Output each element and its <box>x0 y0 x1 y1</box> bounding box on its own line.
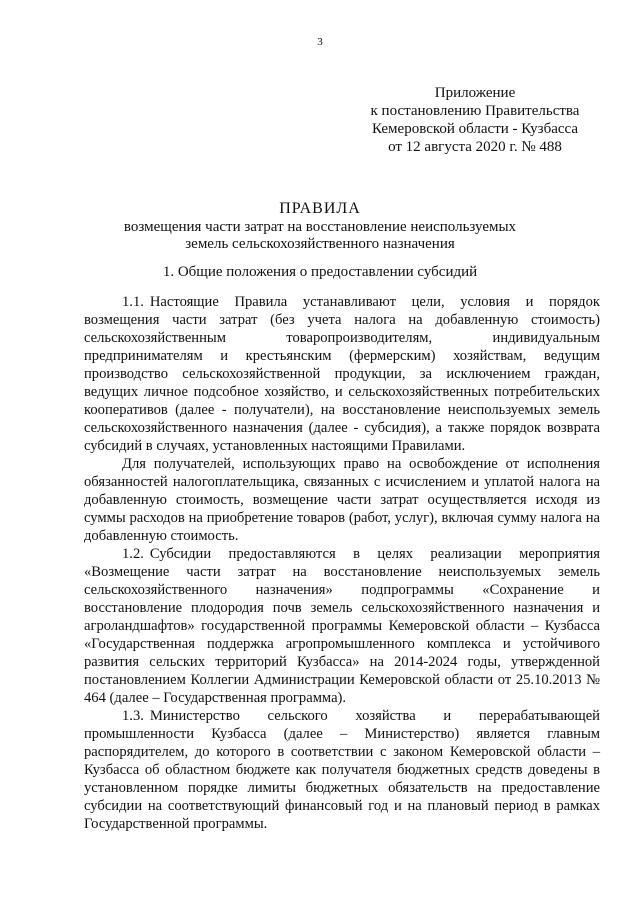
paragraph-text: Субсидии предоставляются в целях реализации мероприятия «Возмещение части затрат на восстановление неиспользуемых земель сельскохозяйственного назначения» подпрограммы «Сохранение и восстановление плодородия почв земель сельскохозяйственного назначения и агроландшафтов» государственной программы Кемеровской области – Кузбасса «Государственная поддержка агропромышленного комплекса и устойчивого развития сельских территорий Кузбасса» на 2014-2024 годы, утвержденной постановлением Коллегии Администрации Кемеровской области от 25.10.2013 № 464 (далее – Государственная программа). <box>84 546 600 706</box>
appendix-line: к постановлению Правительства <box>370 103 580 119</box>
section-heading: 1. Общие положения о предоставлении субсидий <box>162 264 478 280</box>
appendix-line: Приложение <box>434 85 516 101</box>
appendix-block <box>340 84 610 156</box>
paragraph-1-2 <box>84 545 600 707</box>
paragraph-1-3 <box>84 707 600 833</box>
appendix-line: Кемеровской области - Кузбасса <box>371 121 579 137</box>
paragraph-number: 1.2. <box>122 546 144 562</box>
paragraph-1-1 <box>84 293 600 455</box>
appendix-line: от 12 августа 2020 г. № 488 <box>388 139 562 155</box>
paragraph-text: Министерство сельского хозяйства и перерабатывающей промышленности Кузбасса (далее – Министерство) является главным распорядителем, до которого в соответствии с законом Кемеровской области – Кузбасса об областном бюджете как получателя бюджетных средств доведены в установленном порядке лимиты бюджетных обязательств на предоставление субсидии на соответствующий финансовый год и на плановый период в рамках Государственной программы. <box>84 708 600 832</box>
title-block <box>80 200 560 253</box>
document-subtitle-line: возмещения части затрат на восстановление неиспользуемых <box>123 219 517 235</box>
paragraph-number: 1.3. <box>122 708 144 724</box>
paragraph-number: 1.1. <box>122 294 144 310</box>
document-title: ПРАВИЛА <box>279 200 361 217</box>
paragraph-text: Настоящие Правила устанавливают цели, условия и порядок возмещения части затрат (без учета налога на добавленную стоимость) сельскохозяйственным товаропроизводителям, индивидуальным предпринимателям и крестьянским (фермерским) хозяйствам, ведущим производство сельскохозяйственной продукции, за исключением граждан, ведущих личное подсобное хозяйство, и сельскохозяйственных потребительских кооперативов (далее - получатели), на восстановление неиспользуемых земель сельскохозяйственного назначения (далее - субсидия), а также порядок возврата субсидий в случаях, установленных настоящими Правилами. <box>84 294 600 454</box>
document-subtitle-line: земель сельскохозяйственного назначения <box>185 236 455 252</box>
page-number: 3 <box>317 36 323 48</box>
body-text <box>84 293 600 833</box>
paragraph-text: Для получателей, использующих право на освобождение от исполнения обязанностей налогоплательщика, связанных с исчислением и уплатой налога на добавленную стоимость, возмещение части затрат осуществляется исходя из суммы расходов на приобретение товаров (работ, услуг), включая сумму налога на добавленную стоимость. <box>84 456 600 544</box>
paragraph-1-1-continued <box>84 455 600 545</box>
